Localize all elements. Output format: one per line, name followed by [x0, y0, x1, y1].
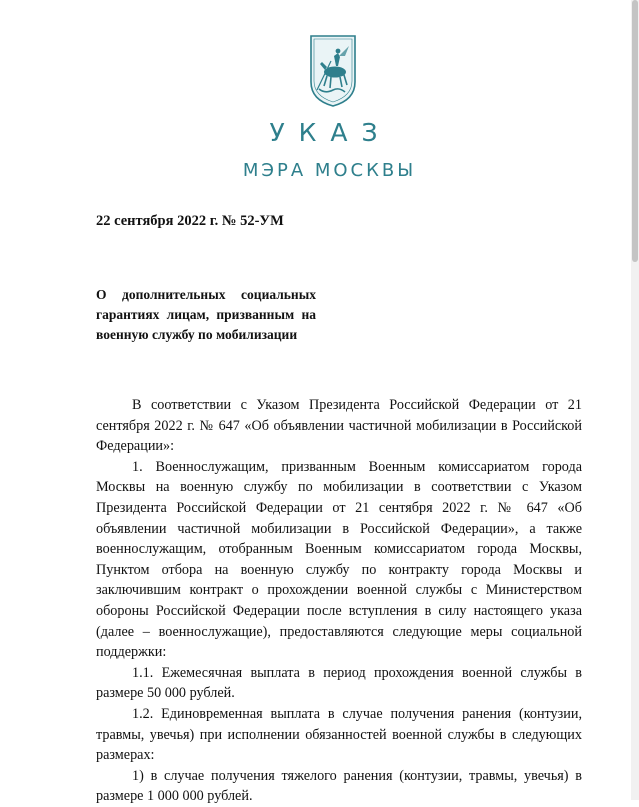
decree-body	[96, 395, 582, 807]
clause-1-1-paragraph: 1.1. Ежемесячная выплата в период прохождения военной службы в размере 50 000 рублей.	[96, 664, 582, 702]
preamble-paragraph: В соответствии с Указом Президента Российской Федерации от 21 сентября 2022 г. № 647 «Об объявлении частичной мобилизации в Российской Федерации»:	[96, 397, 582, 455]
clause-1-2-1-paragraph: 1) в случае получения тяжелого ранения (контузии, травмы, увечья) в размере 1 000 000 рублей.	[96, 767, 582, 805]
decree-subtitle: МЭРА МОСКВЫ	[242, 160, 417, 181]
decree-subject: О дополнительных социальных гарантиях лицам, призванным на военную службу по мобилизации	[96, 287, 316, 342]
moscow-coat-of-arms-icon	[309, 34, 357, 108]
scrollbar-thumb[interactable]	[632, 0, 638, 262]
decree-title: УКАЗ	[269, 118, 392, 147]
clause-1-paragraph: 1. Военнослужащим, призванным Военным комиссариатом города Москвы на военную службу по мобилизации в соответствии с Указом Президента Российской Федерации от 21 сентября 2022 г. № 647 «Об объявлении частичной мобилизации в Российской Федерации», а также военнослужащим, отобранным Военным комиссариатом города Москвы, Пунктом отбора на военную службу по контракту города Москвы и заключившим контракт о прохождении военной службы с Министерством обороны Российской Федерации после вступления в силу настоящего указа (далее – военнослужащие), предоставляются следующие меры социальной поддержки:	[96, 458, 582, 661]
date-and-number: 22 сентября 2022 г. № 52-УМ	[96, 213, 284, 229]
clause-1-2-paragraph: 1.2. Единовременная выплата в случае получения ранения (контузии, травмы, увечья) при исполнении обязанностей военной службы в следующих размерах:	[96, 705, 582, 764]
scrollbar[interactable]	[631, 0, 639, 800]
